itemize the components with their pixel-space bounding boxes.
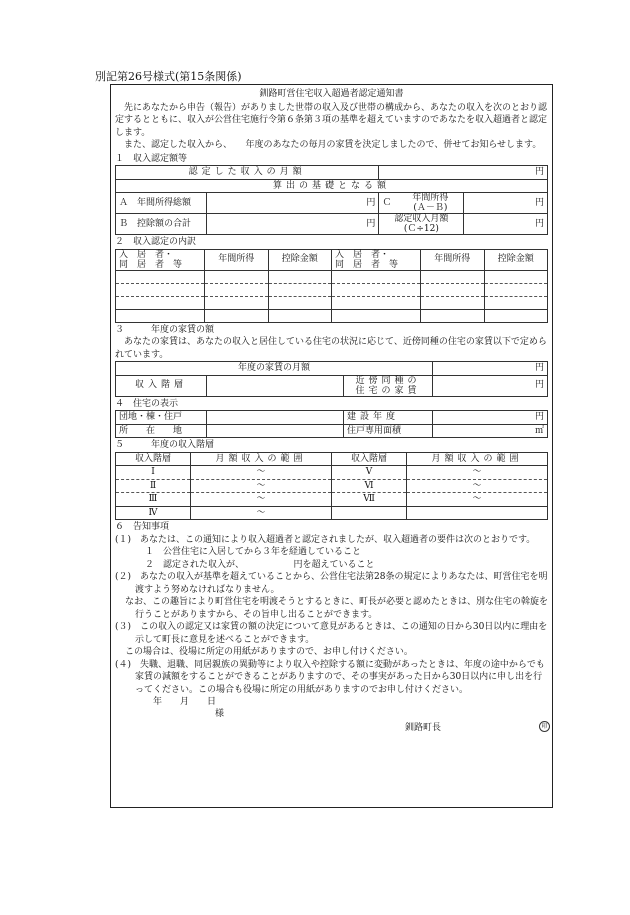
c-value: 円 xyxy=(464,193,548,214)
build-year-label: 建設年度 xyxy=(344,411,433,425)
income-tier-label: 収入階層 xyxy=(116,375,207,396)
nearby-rent-value: 円 xyxy=(433,375,548,396)
notice-2b: なお、この趣旨により町営住宅を明渡そうとするときに、町長が必要と認めたときは、別な住宅の斡旋を行うことがありますから、その旨申し出ることができます。 xyxy=(125,597,549,620)
c-label xyxy=(397,193,464,214)
col-deduct-left: 控除金額 xyxy=(268,249,332,270)
col-tier-right: 収入階層 xyxy=(332,452,407,466)
tier-2-range: ～ xyxy=(191,479,332,493)
col-income-left: 年間所得 xyxy=(205,249,269,270)
c-label-line1: 年間所得 xyxy=(412,193,449,203)
c-label-line2: (Ａ－Ｂ) xyxy=(413,203,448,213)
housing-table xyxy=(115,410,548,438)
col-deduct-right: 控除金額 xyxy=(484,249,548,270)
tier-8-empty xyxy=(332,506,407,520)
section-3-text: あなたの家賃は、あなたの収入と居住している住宅の状況に応じて、近傍同種の住宅の家賃以下で定められています。 xyxy=(115,337,547,360)
rent-monthly-label: 年度の家賃の月額 xyxy=(116,362,433,376)
income-breakdown-table xyxy=(115,249,548,323)
col-range-left: 月額収入の範囲 xyxy=(191,452,332,466)
nearby-rent-line1: 近傍同種の xyxy=(355,375,421,386)
b-label: Ｂ 控除額の合計 xyxy=(116,214,207,235)
seal-icon: 印 xyxy=(539,721,550,732)
tier-1-range: ～ xyxy=(191,466,332,480)
tier-6-range: ～ xyxy=(407,479,548,493)
col-person-right-1: 入 居 者・ xyxy=(335,249,390,260)
monthly-recognized-value: 円 xyxy=(464,214,548,235)
signature-area xyxy=(115,696,548,732)
tier-6: Ⅵ xyxy=(332,479,407,493)
monthly-income-label: 認定した収入の月額 xyxy=(116,166,379,180)
notice-form xyxy=(110,84,553,808)
a-label: Ａ 年間所得総額 xyxy=(116,193,207,214)
intro-paragraph-2: また、認定した収入から、 年度のあなたの毎月の家賃を決定しましたので、併せてお知らせします。 xyxy=(124,140,542,150)
tier-4: Ⅳ xyxy=(116,506,191,520)
monthly-recognized-label xyxy=(379,214,464,235)
table-row xyxy=(116,466,548,480)
address-label: 所 在 地 xyxy=(116,424,207,438)
notice-4: (４) 失職、退職、同居親族の異動等により収入や控除する額に変動があったときは、年度の途中からでも家賃の減額をすることができることがありますので、その事実があった日から30日以内に申し出を行ってください。この場合も役場に所定の用紙がありますのでお申し付けください。 xyxy=(115,659,545,695)
b-value: 円 xyxy=(207,214,379,235)
section-1-heading: １ 収入認定額等 xyxy=(115,153,188,164)
tier-table xyxy=(115,452,548,521)
table-row xyxy=(116,283,548,296)
estate-value xyxy=(207,411,344,425)
mayor-name: 釧路町長 xyxy=(405,723,442,733)
section-3-heading: ３ 年度の家賃の額 xyxy=(115,324,215,335)
col-tier-left: 収入階層 xyxy=(116,452,191,466)
col-person-left-1: 入 居 者・ xyxy=(119,249,174,260)
c-prefix: Ｃ xyxy=(379,193,398,214)
tier-8-range-empty xyxy=(407,506,548,520)
tier-4-range: ～ xyxy=(191,506,332,520)
col-income-right: 年間所得 xyxy=(421,249,485,270)
notice-3: (３) この収入の認定又は家賃の額の決定について意見があるときは、この通知の日から30日以内に理由を示して町長に意見を述べることができます。 xyxy=(115,622,548,645)
notice-1a: １ 公営住宅に入居してから３年を経過していること xyxy=(145,547,362,557)
table-row xyxy=(116,296,548,309)
tier-7: Ⅶ xyxy=(332,493,407,507)
form-title: 釧路町営住宅収入超過者認定通知書 xyxy=(259,89,404,99)
col-range-right: 月額収入の範囲 xyxy=(407,452,548,466)
tier-5-range: ～ xyxy=(407,466,548,480)
col-person-left-2: 同 居 者 等 xyxy=(119,259,183,270)
rent-monthly-value: 円 xyxy=(433,362,548,376)
a-value: 円 xyxy=(207,193,379,214)
monthly-income-value: 円 xyxy=(379,166,548,180)
notice-1b: ２ 認定された収入が、 円を超えていること xyxy=(145,559,375,570)
table-row xyxy=(116,270,548,283)
address-value xyxy=(207,424,344,438)
monthly-recognized-line1: 認定収入月額 xyxy=(394,214,449,224)
notice-3b: この場合は、役場に所定の用紙がありますので、お申し付けください。 xyxy=(125,647,413,657)
nearby-rent-label xyxy=(344,375,433,396)
tier-3-range: ～ xyxy=(191,493,332,507)
estate-label: 団地・棟・住戸 xyxy=(116,411,207,425)
table-row xyxy=(116,493,548,507)
tier-3: Ⅲ xyxy=(116,493,191,507)
calc-basis-label: 算出の基礎となる額 xyxy=(116,179,548,193)
section-2-heading: ２ 収入認定の内訳 xyxy=(115,237,197,247)
tier-2: Ⅱ xyxy=(116,479,191,493)
section-5-heading: ５ 年度の収入階層 xyxy=(115,440,215,450)
recipient-honorific: 様 xyxy=(215,709,225,719)
col-person-right xyxy=(332,249,421,270)
build-year-value: 円 xyxy=(433,411,548,425)
form-number: 別記第26号様式(第15条関係) xyxy=(95,70,242,83)
income-tier-value xyxy=(207,375,344,396)
tier-5: Ⅴ xyxy=(332,466,407,480)
table-row xyxy=(116,506,548,520)
notice-2: (２) あなたの収入が基準を超えていることから、公営住宅法第28条の規定によりあなたは、町営住宅を明渡すよう努めなければなりません。 xyxy=(115,572,548,595)
issue-date: 年 月 日 xyxy=(153,697,217,707)
tier-1: Ⅰ xyxy=(116,466,191,480)
income-amount-table xyxy=(115,165,548,235)
col-person-right-2: 同 居 者 等 xyxy=(335,259,399,270)
nearby-rent-line2: 住宅の家賃 xyxy=(355,385,421,396)
col-person-left xyxy=(116,249,205,270)
floor-area-label: 住戸専用面積 xyxy=(344,424,433,438)
notice-1: (１) あなたは、この通知により収入超過者と認定されましたが、収入超過者の要件は次のとおりです。 xyxy=(115,534,536,545)
intro-paragraph-1: 先にあなたから申告（報告）がありました世帯の収入及び世帯の構成から、あなたの収入を次のとおり認定するとともに、収入が公営住宅施行令第６条第３項の基準を超えていますのであなたを収入超過者と認定します。 xyxy=(115,102,548,138)
monthly-recognized-line2: (Ｃ÷12) xyxy=(403,224,439,234)
table-row xyxy=(116,309,548,322)
tier-7-range: ～ xyxy=(407,493,548,507)
rent-table xyxy=(115,361,548,397)
section-6-heading: ６ 告知事項 xyxy=(115,522,170,532)
table-row xyxy=(116,479,548,493)
floor-area-value: ㎡ xyxy=(433,424,548,438)
section-4-heading: ４ 住宅の表示 xyxy=(115,398,179,409)
